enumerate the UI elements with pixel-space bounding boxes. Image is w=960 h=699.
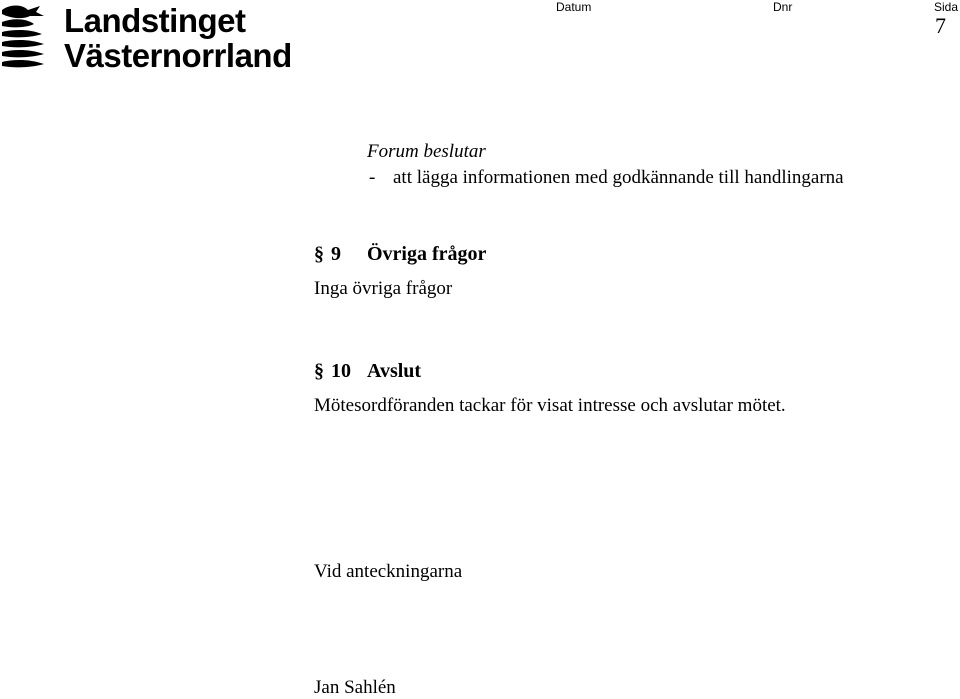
section9-title: Övriga frågor	[367, 243, 487, 265]
decision-text: att lägga informationen med godkännande till handlingarna	[393, 167, 844, 188]
logo-text-line2: Västernorrland	[64, 37, 292, 74]
section10-body: Mötesordföranden tackar för visat intresse och avslutar mötet.	[314, 395, 786, 416]
section10-number: 10	[331, 360, 351, 382]
sida-label: Sida	[934, 0, 959, 14]
signature-name: Jan Sahlén	[314, 677, 396, 698]
page-number: 7	[935, 13, 946, 38]
section9-body: Inga övriga frågor	[314, 278, 453, 299]
decision-bullet: -	[369, 167, 376, 188]
section10-title: Avslut	[367, 360, 422, 382]
datum-label: Datum	[556, 0, 592, 14]
decision-title: Forum beslutar	[367, 141, 486, 162]
footer-note: Vid anteckningarna	[314, 561, 463, 582]
section9-symbol: §	[314, 243, 324, 265]
section10-symbol: §	[314, 360, 324, 382]
dnr-label: Dnr	[773, 0, 793, 14]
organization-logo	[0, 0, 300, 74]
landstinget-fish-emblem-icon	[0, 2, 48, 72]
logo-text-line1: Landstinget	[64, 2, 246, 39]
section9-number: 9	[331, 243, 341, 265]
